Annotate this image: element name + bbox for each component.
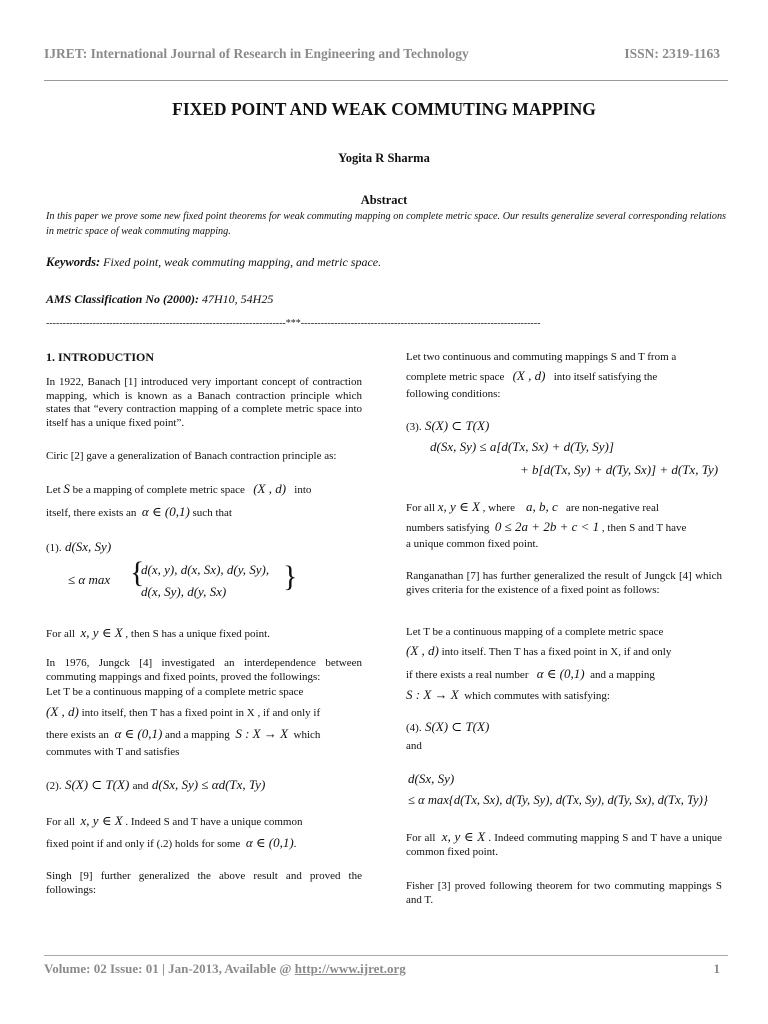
jungck-line-1: Let T be a continuous mapping of a complete metric space [46,686,304,698]
right-intro-line1: Let two continuous and commuting mappings S and T from a [406,351,677,363]
intro-paragraph-3-line1: Let S be a mapping of complete metric space (X , d) into [46,481,312,496]
footer-rule [44,955,728,956]
jungck-line-2: (X , d) into itself, then T has a fixed point in X , if and only if [46,704,321,719]
ranganathan-line3: if there exists a real number α ∈ (0,1) and a mapping [406,666,655,681]
author-name: Yogita R Sharma [338,151,430,165]
and-text: and [406,740,422,752]
right-for-all-2: For all x, y ∈ X . Indeed commuting mapping S and T have a unique common fixed point. [406,829,723,858]
right-for-all-1-line3: a unique common fixed point. [406,538,539,550]
left-brace: { [130,556,145,589]
equation-5-rhs: ≤ α max{d(Tx, Sx), d(Ty, Sy), d(Tx, Sy), d(Ty, Sx), d(Tx, Ty)} [408,793,708,807]
intro-paragraph-3-line2: itself, there exists an α ∈ (0,1) such that [46,504,232,519]
right-intro-line2: complete metric space (X , d) into itself satisfying the [406,368,658,383]
paper-title: FIXED POINT AND WEAK COMMUTING MAPPING [172,99,596,119]
equation-3a: (3). S(X) ⊂ T(X) [406,418,490,433]
section-separator: ------------------------------------------------------------------------***------------------------------------------------------------------------ [46,318,541,329]
ranganathan-paragraph: Ranganathan [7] has further generalized the result of Jungck [4] which gives criteria for the existence of a fixed point as follows: [406,570,722,596]
equation-1-row1: d(x, y), d(x, Sx), d(y, Sy), [141,562,270,577]
ranganathan-line4: S : X → X which commutes with satisfying: [406,687,610,702]
issn: ISSN: 2319-1163 [624,46,720,61]
ams-classification [46,292,273,307]
abstract-text: In this paper we prove some new fixed point theorems for weak commuting mapping on complete metric space. Our results generalize several corresponding relations in metric space of weak commuting mapping. [46,211,726,237]
running-header [44,46,720,66]
equation-3c: + b[d(Tx, Sy) + d(Ty, Sx)] + d(Tx, Ty) [520,462,719,477]
jungck-line-4: commutes with T and satisfies [46,746,180,758]
right-intro-line3: following conditions: [406,388,501,400]
keywords-label: Keywords: [46,255,101,269]
journal-name: IJRET: International Journal of Research in Engineering and Technology [44,46,469,61]
equation-4: (4). S(X) ⊂ T(X) [406,719,490,734]
keywords-text: Fixed point, weak commuting mapping, and metric space. [100,255,382,269]
right-for-all-1-line2: numbers satisfying 0 ≤ 2a + 2b + c < 1 , then S and T have [406,519,687,534]
equation-2: (2). S(X) ⊂ T(X) and d(Sx, Sy) ≤ αd(Tx, Ty) [46,777,266,792]
header-rule [44,80,728,81]
paragraph-for-all-2: For all x, y ∈ X . Indeed S and T have a unique common [46,813,303,828]
keywords [46,255,381,270]
singh-paragraph: Singh [9] further generalized the above result and proved the followings: [46,870,362,896]
ams-codes: 47H10, 54H25 [199,292,274,306]
paragraph-for-all-1: For all x, y ∈ X , then S has a unique fixed point. [46,625,270,640]
abstract-heading: Abstract [360,193,408,207]
intro-paragraph-1: In 1922, Banach [1] introduced very important concept of contraction mapping, which is known as a Banach contraction principle which states that “every contraction mapping of a complete metric space into itself has a unique fixed point”. [46,376,362,429]
page-number: 1 [713,961,720,976]
equation-3b: d(Sx, Sy) ≤ a[d(Tx, Sx) + d(Ty, Sy)] [430,439,614,454]
footer-volume: Volume: 02 Issue: 01 | Jan-2013, Available @ http://www.ijret.org [44,961,406,976]
equation-1-lhs: (1). d(Sx, Sy) [46,539,112,554]
right-brace: } [283,560,298,593]
paragraph-for-all-2-line2: fixed point if and only if (.2) holds for some α ∈ (0,1). [46,835,297,850]
fisher-paragraph: Fisher [3] proved following theorem for two commuting mappings S and T. [406,880,722,906]
footer-url-link[interactable]: http://www.ijret.org [294,961,406,976]
equation-1-le: ≤ α max [68,572,111,587]
equation-5-lhs: d(Sx, Sy) [408,771,455,786]
section-heading: 1. INTRODUCTION [46,350,155,364]
equation-1-row2: d(x, Sy), d(y, Sx) [141,584,227,599]
ranganathan-line1: Let T be a continuous mapping of a complete metric space [406,626,664,638]
intro-paragraph-2: Ciric [2] gave a generalization of Banach contraction principle as: [46,450,337,462]
ranganathan-line2: (X , d) into itself. Then T has a fixed point in X, if and only [406,643,672,658]
right-for-all-1: For all x, y ∈ X , where a, b, c are non-negative real [406,499,659,514]
jungck-line-3: there exists an α ∈ (0,1) and a mapping S : X → X which [46,726,321,741]
ams-label: AMS Classification No (2000): [46,292,200,306]
jungck-paragraph: In 1976, Jungck [4] investigated an interdependence between commuting mappings and fixed points, proved the followings: [46,657,362,683]
